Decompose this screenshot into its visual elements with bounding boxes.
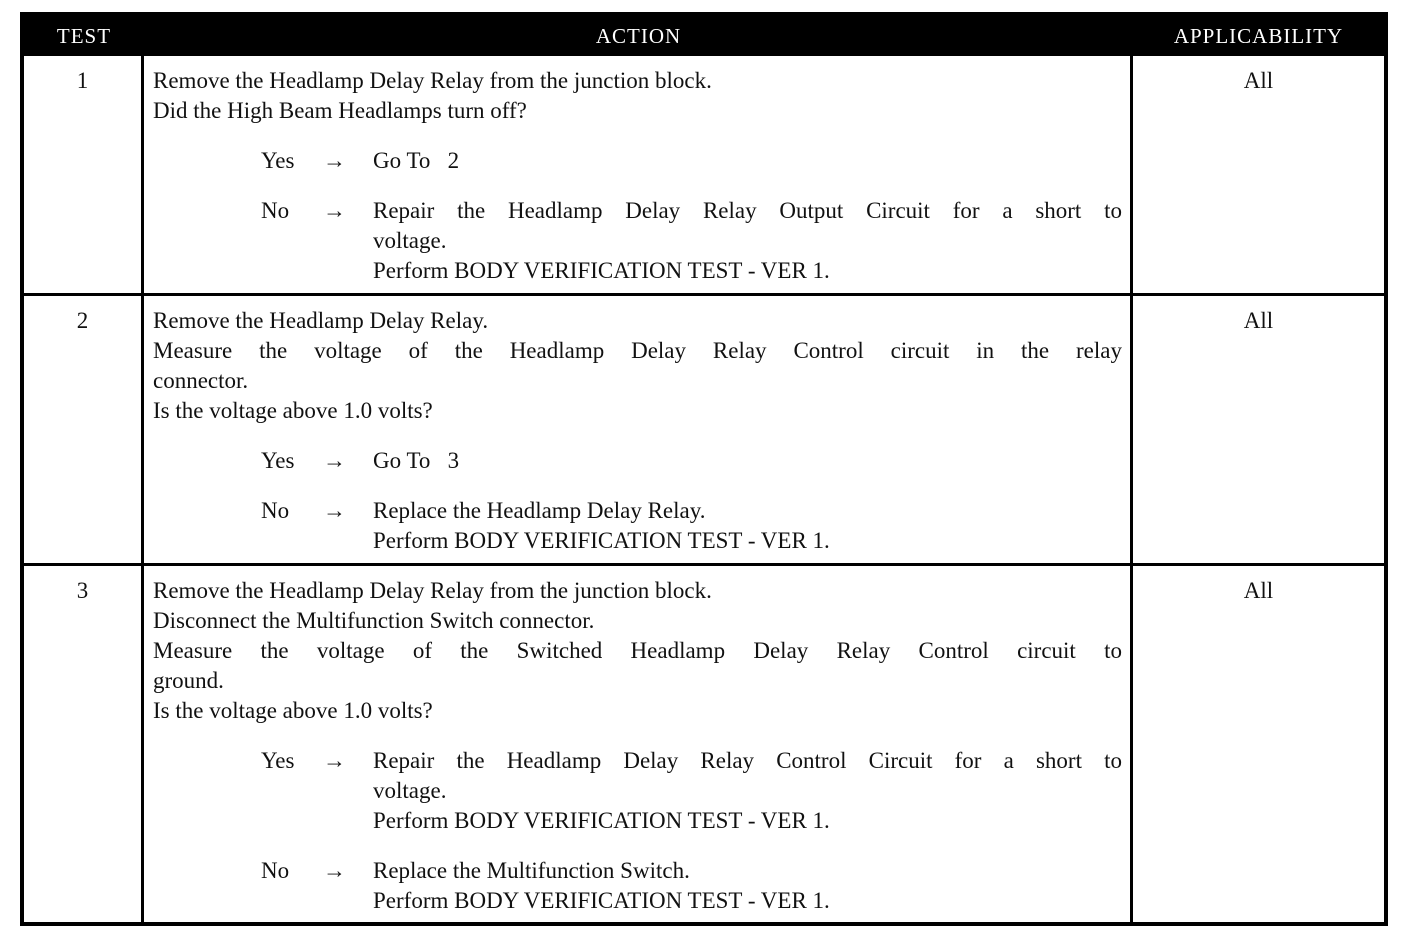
yes-branch	[153, 746, 1122, 836]
no-result: Repair the Headlamp Delay Relay Output Circuit for a short to	[373, 198, 1122, 223]
no-result: Perform BODY VERIFICATION TEST - VER 1.	[373, 528, 830, 553]
header-action: ACTION	[144, 16, 1133, 56]
header-test: TEST	[24, 16, 144, 56]
step-text: Remove the Headlamp Delay Relay from the junction block.	[153, 68, 712, 93]
yes-result: Go To 2	[373, 148, 460, 173]
step-text: Is the voltage above 1.0 volts?	[153, 398, 433, 423]
step-text: Remove the Headlamp Delay Relay.	[153, 308, 489, 333]
no-label: No	[261, 498, 290, 523]
yes-label: Yes	[261, 148, 295, 173]
yes-label: Yes	[261, 448, 295, 473]
step-text: Is the voltage above 1.0 volts?	[153, 698, 433, 723]
applicability-3: All	[1243, 578, 1274, 603]
action-cell-1	[144, 56, 1133, 296]
yes-branch	[153, 446, 1122, 476]
arrow-icon: →	[323, 198, 346, 223]
yes-result: Perform BODY VERIFICATION TEST - VER 1.	[373, 808, 830, 833]
step-text: ground.	[153, 668, 224, 693]
action-cell-2	[144, 296, 1133, 566]
arrow-icon: →	[323, 448, 346, 473]
no-result: Replace the Multifunction Switch.	[373, 858, 690, 883]
step-text: Measure the voltage of the Switched Headlamp Delay Relay Control circuit to	[153, 638, 1122, 663]
yes-result: voltage.	[373, 778, 447, 803]
no-result: Perform BODY VERIFICATION TEST - VER 1.	[373, 888, 830, 913]
yes-label: Yes	[261, 748, 295, 773]
yes-branch	[153, 146, 1122, 176]
no-result: Perform BODY VERIFICATION TEST - VER 1.	[373, 258, 830, 283]
no-label: No	[261, 858, 290, 883]
applicability-2: All	[1133, 296, 1384, 566]
yes-result: Go To 3	[373, 448, 460, 473]
applicability-1: All	[1133, 56, 1384, 296]
test-number-1: 1	[24, 56, 144, 296]
diagnostic-table	[20, 12, 1388, 926]
header-applicability: APPLICABILITY	[1133, 16, 1384, 56]
test-number-3: 3	[24, 566, 144, 922]
step-text: Did the High Beam Headlamps turn off?	[153, 98, 527, 123]
no-branch	[153, 196, 1122, 286]
yes-result: Repair the Headlamp Delay Relay Control Circuit for a short to	[373, 748, 1122, 773]
arrow-icon: →	[323, 858, 346, 883]
step-text: Disconnect the Multifunction Switch connector.	[153, 608, 595, 633]
test-number-2: 2	[24, 296, 144, 566]
action-cell-3	[144, 566, 1133, 922]
arrow-icon: →	[323, 498, 346, 523]
no-branch	[153, 856, 1122, 916]
step-text: Measure the voltage of the Headlamp Delay Relay Control circuit in the relay	[153, 338, 1122, 363]
step-text: Remove the Headlamp Delay Relay from the junction block.	[153, 578, 712, 603]
step-text: connector.	[153, 368, 249, 393]
no-label: No	[261, 198, 290, 223]
no-result: Replace the Headlamp Delay Relay.	[373, 498, 706, 523]
no-branch	[153, 496, 1122, 556]
no-result: voltage.	[373, 228, 447, 253]
arrow-icon: →	[323, 748, 346, 773]
arrow-icon: →	[323, 148, 346, 173]
